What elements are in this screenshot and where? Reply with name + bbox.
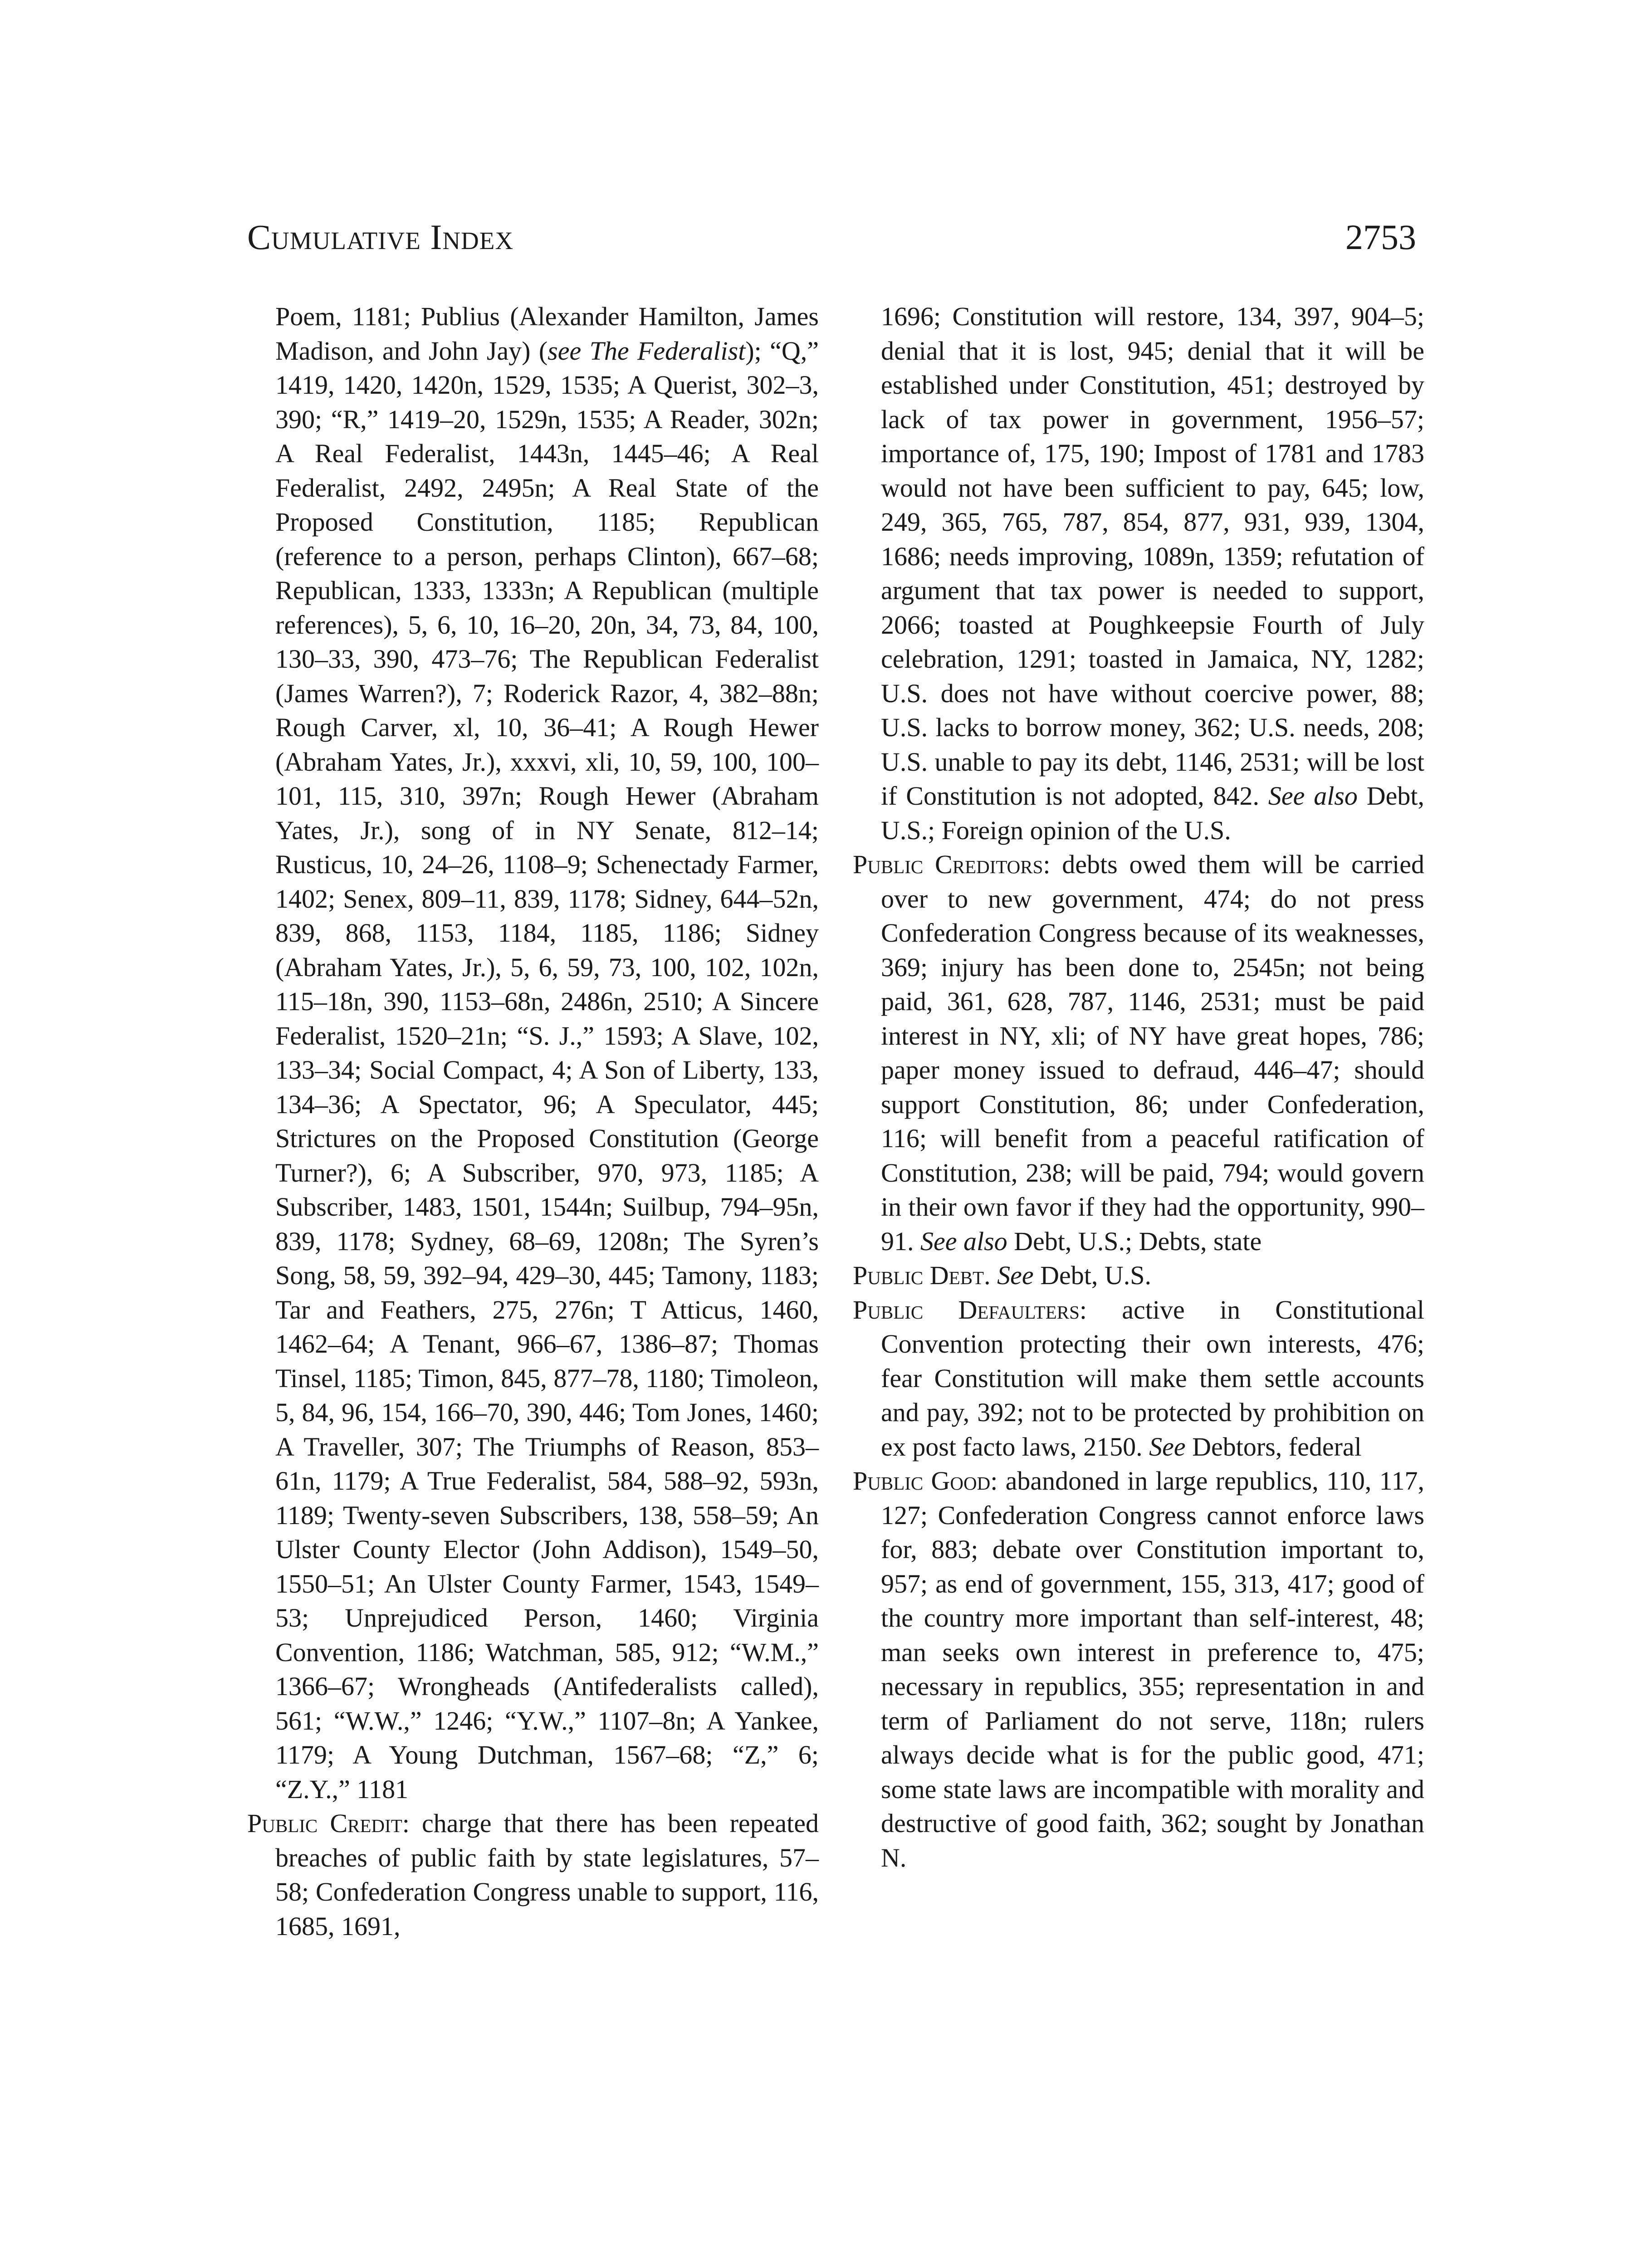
entry-text: : abandoned in large republics, 110, 117, 127; Confederation Congress cannot enforce laws for, 883; debate over Constitution important to, 957; as end of government, 155, 313, 417; good of the country more important than self-interest, 48; man seeks own interest in preference to, 475; necessary in republics, 355; representation in and term of Parliament do not serve, 118n; rulers always decide what is for the public good, 471; some state laws are incompatible with morality and destructive of good faith, 362; sought by Jonathan N. <box>881 1466 1424 1872</box>
index-entry-public-debt <box>853 1258 1424 1293</box>
index-entry-public-good <box>853 1464 1424 1875</box>
see-also: See also <box>920 1226 1007 1256</box>
see: See <box>1149 1432 1186 1461</box>
entry-heading: Public Good <box>853 1466 991 1496</box>
see: See <box>997 1261 1034 1290</box>
index-entry-continuation <box>247 299 819 1806</box>
entry-separator: . <box>984 1261 997 1290</box>
left-column <box>247 299 819 1943</box>
entry-text: ); “Q,” 1419, 1420, 1420n, 1529, 1535; A Querist, 302–3, 390; “R,” 1419–20, 1529n, 1535; A Reader, 302n; A Real Federalist, 1443n, 1445–46; A Real Federalist, 2492, 2495n; A Real State of the Proposed Constitution, 1185; Republican (reference to a person, perhaps Clinton), 667–68; Republican, 1333, 1333n; A Republican (multiple references), 5, 6, 10, 16–20, 20n, 34, 73, 84, 100, 130–33, 390, 473–76; The Republican Federalist (James Warren?), 7; Roderick Razor, 4, 382–88n; Rough Carver, xl, 10, 36–41; A Rough Hewer (Abraham Yates, Jr.), xxxvi, xli, 10, 59, 100, 100–101, 115, 310, 397n; Rough Hewer (Abraham Yates, Jr.), song of in NY Senate, 812–14; Rusticus, 10, 24–26, 1108–9; Schenectady Farmer, 1402; Senex, 809–11, 839, 1178; Sidney, 644–52n, 839, 868, 1153, 1184, 1185, 1186; Sidney (Abraham Yates, Jr.), 5, 6, 59, 73, 100, 102, 102n, 115–18n, 390, 1153–68n, 2486n, 2510; A Sincere Federalist, 1520–21n; “S. J.,” 1593; A Slave, 102, 133–34; Social Compact, 4; A Son of Liberty, 133, 134–36; A Spectator, 96; A Speculator, 445; Strictures on the Proposed Constitution (George Turner?), 6; A Subscriber, 970, 973, 1185; A Subscriber, 1483, 1501, 1544n; Suilbup, 794–95n, 839, 1178; Sydney, 68–69, 1208n; The Syren’s Song, 58, 59, 392–94, 429–30, 445; Tamony, 1183; Tar and Feathers, 275, 276n; T Atticus, 1460, 1462–64; A Tenant, 966–67, 1386–87; Thomas Tinsel, 1185; Timon, 845, 877–78, 1180; Timoleon, 5, 84, 96, 154, 166–70, 390, 446; Tom Jones, 1460; A Traveller, 307; The Triumphs of Reason, 853–61n, 1179; A True Federalist, 584, 588–92, 593n, 1189; Twenty-seven Subscribers, 138, 558–59; An Ulster County Elector (John Addison), 1549–50, 1550–51; An Ulster County Farmer, 1543, 1549–53; Unprejudiced Person, 1460; Virginia Convention, 1186; Watchman, 585, 912; “W.M.,” 1366–67; Wrongheads (Antifederalists called), 561; “W.W.,” 1246; “Y.W.,” 1107–8n; A Yankee, 1179; A Young Dutchman, 1567–68; “Z,” 6; “Z.Y.,” 1181 <box>275 336 819 1804</box>
right-column <box>853 299 1424 1875</box>
entry-heading: Public Creditors <box>853 850 1043 879</box>
running-head: Cumulative Index <box>247 217 514 257</box>
entry-text: : debts owed them will be carried over to new government, 474; do not press Confederation Congress because of its weaknesses, 369; injury has been done to, 2545n; not being paid, 361, 628, 787, 1146, 2531; must be paid interest in NY, xli; of NY have great hopes, 786; paper money issued to defraud, 446–47; should support Constitution, 86; under Confederation, 116; will benefit from a peaceful ratification of Constitution, 238; will be paid, 794; would govern in their own favor if they had the opportunity, 990–91. <box>881 850 1424 1256</box>
index-entry-continuation <box>853 299 1424 847</box>
entry-text: : charge that there has been repeated breaches of public faith by state legislatures, 57–58; Confederation Congress unable to support, 116, 1685, 1691, <box>275 1809 819 1941</box>
see-also: See also <box>1268 781 1358 811</box>
entry-heading: Public Credit <box>247 1809 402 1838</box>
cross-reference: see The Federalist <box>548 336 746 366</box>
entry-heading: Public Defaulters <box>853 1295 1080 1325</box>
entry-heading: Public Debt <box>853 1261 984 1290</box>
index-entry-public-defaulters <box>853 1293 1424 1464</box>
entry-text: Debtors, federal <box>1185 1432 1362 1461</box>
entry-text: Debt, U.S.; Foreign opinion of the U.S. <box>881 781 1424 845</box>
index-entry-public-creditors <box>853 847 1424 1258</box>
entry-text: Poem, 1181; Publius (Alexander Hamilton, James Madison, and John Jay) ( <box>275 302 819 366</box>
index-entry-public-credit <box>247 1806 819 1943</box>
page-number: 2753 <box>1345 217 1416 257</box>
entry-text: Debt, U.S. <box>1033 1261 1151 1290</box>
entry-text: : active in Constitutional Convention protecting their own interests, 476; fear Constitution will make them settle accounts and pay, 392; not to be protected by prohibition on ex post facto laws, 2150. <box>881 1295 1424 1461</box>
entry-text: Debt, U.S.; Debts, state <box>1007 1226 1262 1256</box>
entry-text: 1696; Constitution will restore, 134, 397, 904–5; denial that it is lost, 945; denial that it will be established under Constitution, 451; destroyed by lack of tax power in government, 1956–57; importance of, 175, 190; Impost of 1781 and 1783 would not have been sufficient to pay, 645; low, 249, 365, 765, 787, 854, 877, 931, 939, 1304, 1686; needs improving, 1089n, 1359; refutation of argument that tax power is needed to support, 2066; toasted at Poughkeepsie Fourth of July celebration, 1291; toasted in Jamaica, NY, 1282; U.S. does not have without coercive power, 88; U.S. lacks to borrow money, 362; U.S. needs, 208; U.S. unable to pay its debt, 1146, 2531; will be lost if Constitution is not adopted, 842. <box>881 302 1424 811</box>
